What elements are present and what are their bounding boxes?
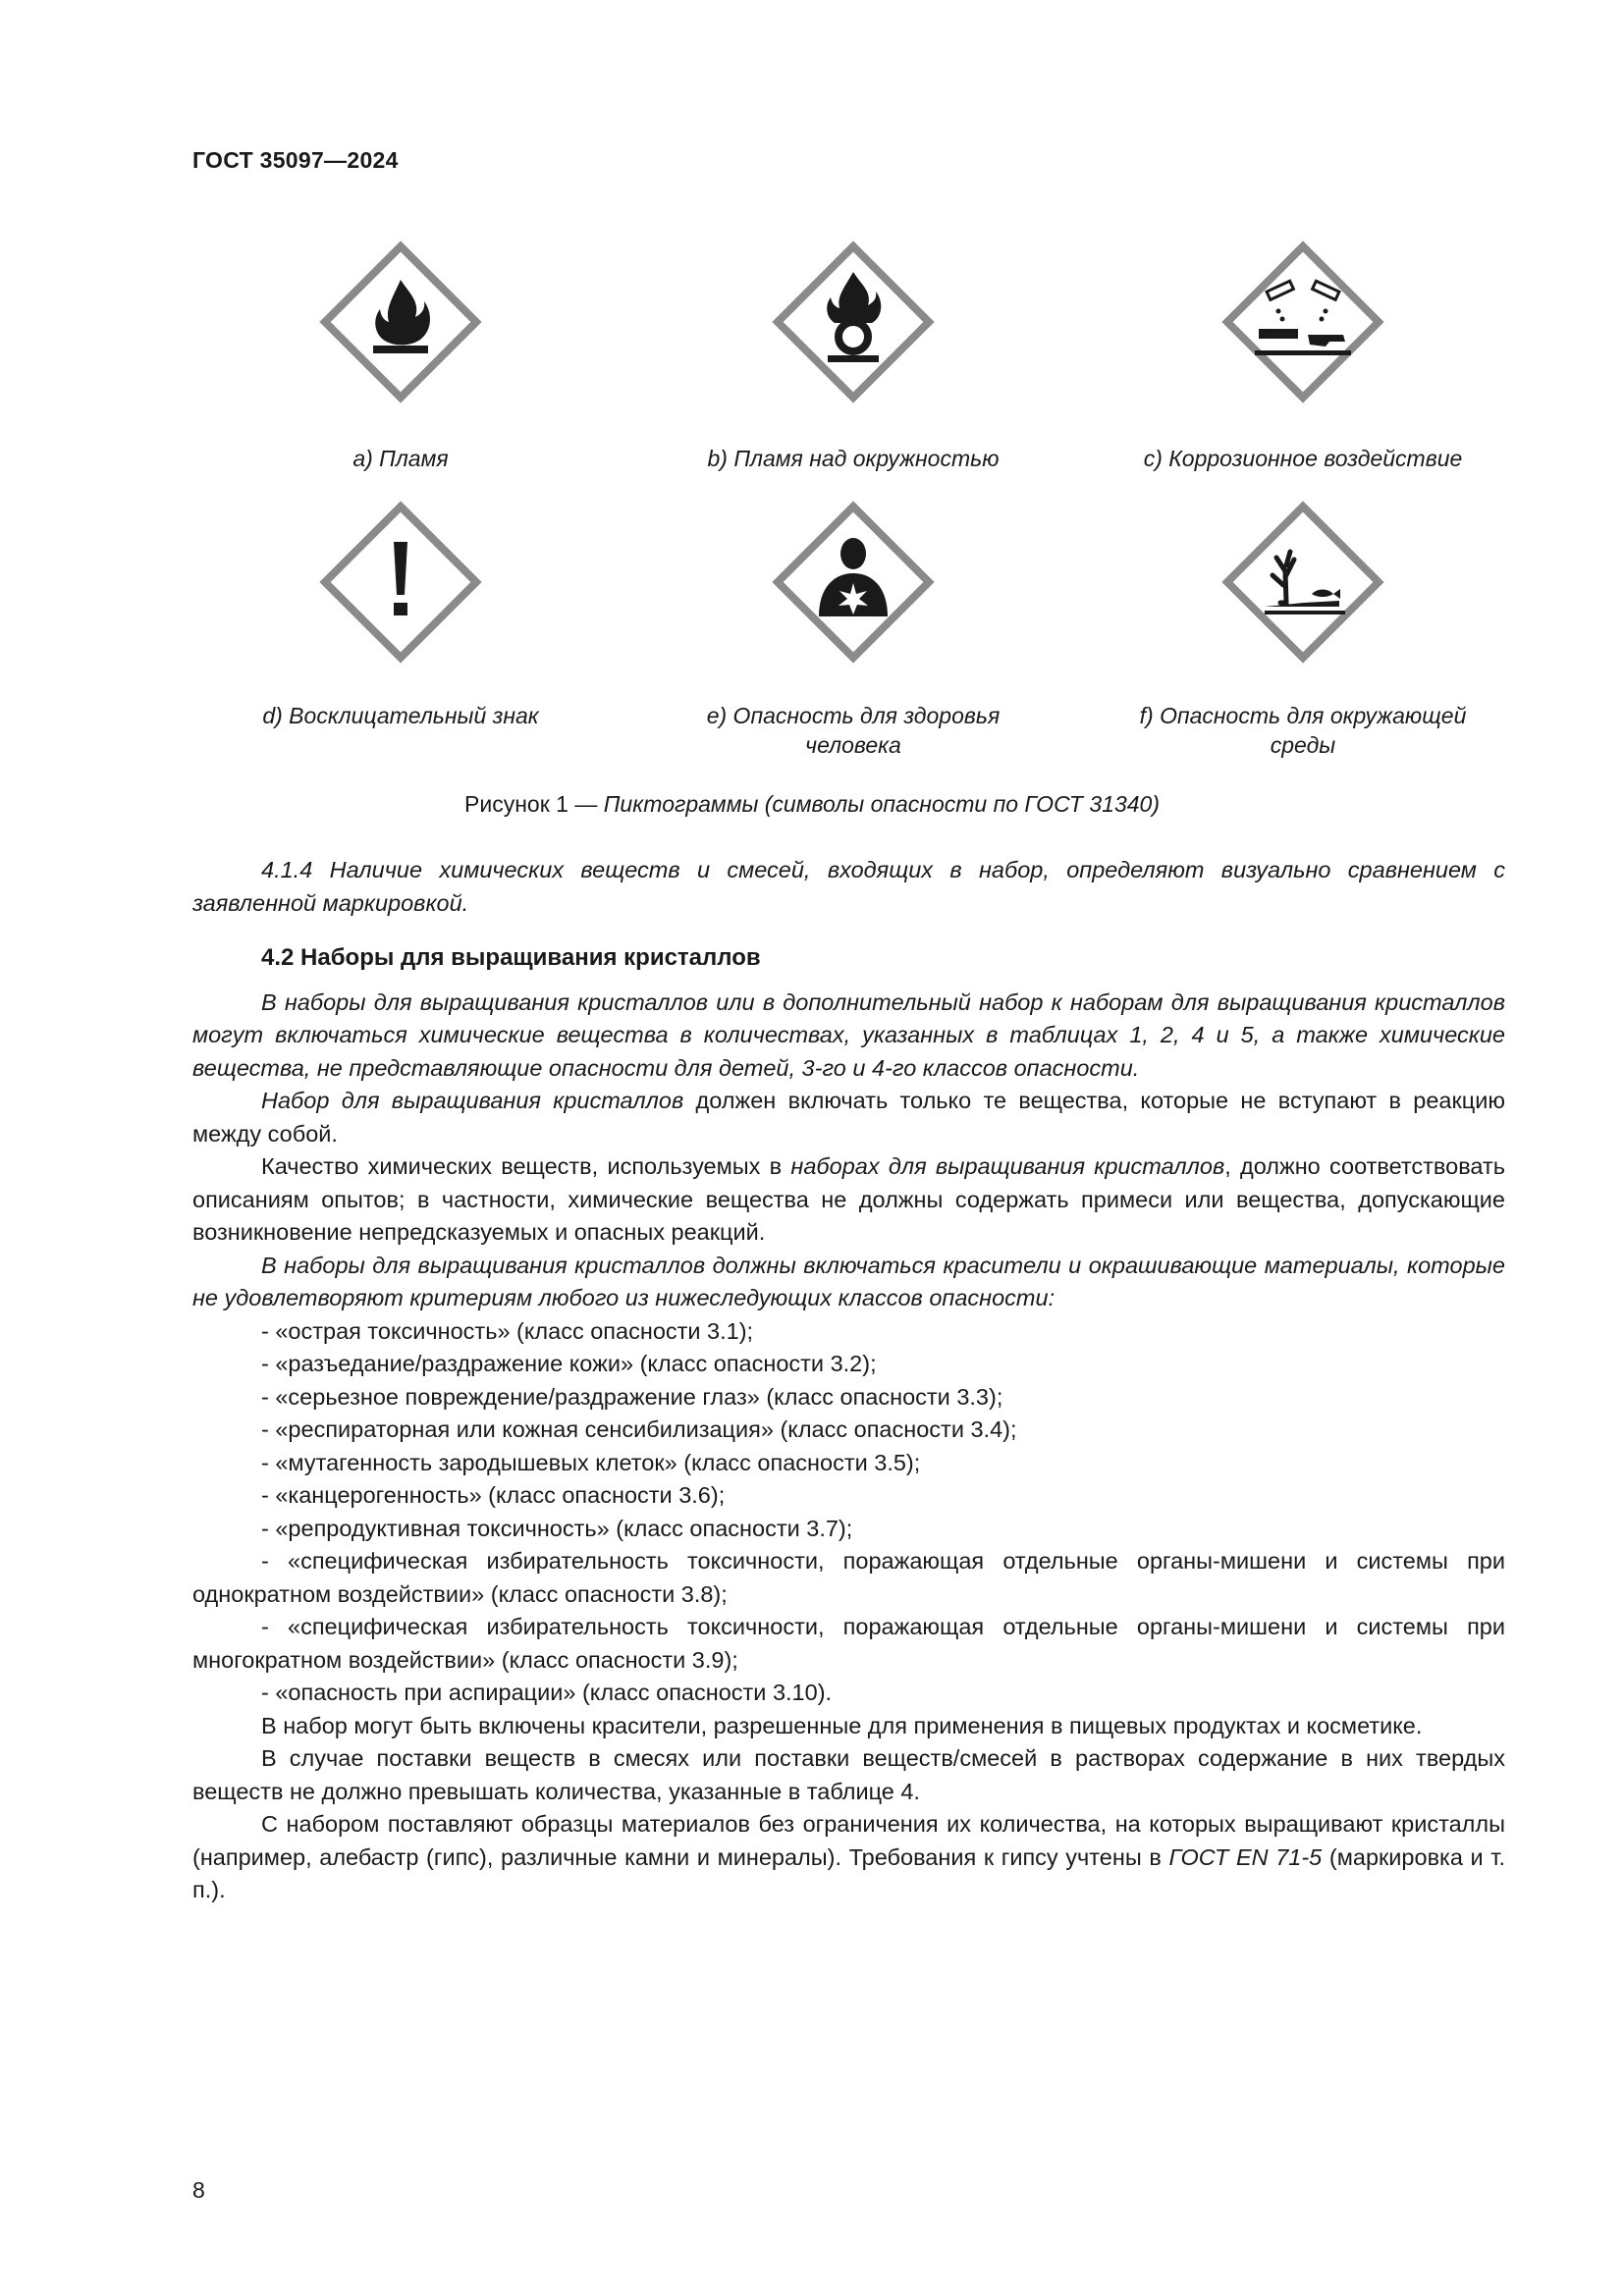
pictogram-caption: b) Пламя над окружностью xyxy=(707,446,1000,471)
pictogram-caption: f) Опасность для окружающей среды xyxy=(1139,703,1467,758)
paragraph: Набор для выращивания кристаллов должен включать только те вещества, которые не вступают в реакцию между собой. xyxy=(192,1088,1505,1147)
list-item: - «репродуктивная токсичность» (класс опасности 3.7); xyxy=(192,1513,1505,1546)
list-item: - «мутагенность зародышевых клеток» (класс опасности 3.5); xyxy=(192,1447,1505,1480)
hazard-class-list xyxy=(192,1315,1505,1710)
paragraph: С набором поставляют образцы материалов без ограничения их количества, на которых выращивают кристаллы (например, алебастр (гипс), различные камни и минералы). Требования к гипсу учтены в ГОСТ EN 71-5 (маркировка и т. п.). xyxy=(192,1811,1505,1902)
list-item: - «разъедание/раздражение кожи» (класс опасности 3.2); xyxy=(192,1348,1505,1381)
clause-4-1-4: 4.1.4 Наличие химических веществ и смесей, входящих в набор, определяют визуально сравнением с заявленной маркировкой. xyxy=(192,857,1505,916)
pictogram-caption: e) Опасность для здоровья человека xyxy=(706,703,1001,758)
exclamation-mark-icon xyxy=(319,501,482,664)
paragraph: Качество химических веществ, используемых в наборах для выращивания кристаллов, должно соответствовать описаниям опытов; в частности, химические вещества не должны содержать примеси или вещества, допускающие возникновение непредсказуемых и опасных реакций. xyxy=(192,1153,1505,1245)
list-item: - «опасность при аспирации» (класс опасности 3.10). xyxy=(192,1677,1505,1710)
paragraph: В набор могут быть включены красители, разрешенные для применения в пищевых продуктах и косметике. xyxy=(261,1712,1423,1738)
section-heading: 4.2 Наборы для выращивания кристаллов xyxy=(261,944,761,971)
paragraph: В случае поставки веществ в смесях или поставки веществ/смесей в растворах содержание в них твердых веществ не должно превышать количества, указанные в таблице 4. xyxy=(192,1745,1505,1804)
pictogram-caption: c) Коррозионное воздействие xyxy=(1143,446,1463,471)
figure-title: Рисунок 1 — Пиктограммы (символы опасности по ГОСТ 31340) xyxy=(464,791,1160,817)
pictogram-caption: a) Пламя xyxy=(352,446,449,471)
paragraph: В наборы для выращивания кристаллов должны включаться красители и окрашивающие материалы, которые не удовлетворяют критериям любого из нижеследующих классов опасности: xyxy=(192,1252,1505,1310)
list-item: - «специфическая избирательность токсичности, поражающая отдельные органы-мишени и системы при многократном воздействии» (класс опасности 3.9); xyxy=(192,1611,1505,1677)
list-item: - «канцерогенность» (класс опасности 3.6); xyxy=(192,1479,1505,1513)
health-hazard-icon xyxy=(772,501,935,664)
document-header: ГОСТ 35097—2024 xyxy=(192,147,399,173)
pictogram-caption: d) Восклицательный знак xyxy=(262,703,539,728)
flame-over-circle-icon xyxy=(772,240,935,403)
page-number: 8 xyxy=(192,2177,205,2203)
paragraph: В наборы для выращивания кристаллов или в дополнительный набор к наборам для выращивания кристаллов могут включаться химические вещества в количествах, указанных в таблицах 1, 2, 4 и 5, а также химические вещества, не представляющие опасности для детей, 3-го и 4-го классов опасности. xyxy=(192,988,1505,1081)
document-body xyxy=(192,854,1505,1907)
list-item: - «острая токсичность» (класс опасности 3.1); xyxy=(192,1315,1505,1349)
list-item: - «респираторная или кожная сенсибилизация» (класс опасности 3.4); xyxy=(192,1414,1505,1447)
list-item: - «серьезное повреждение/раздражение глаз» (класс опасности 3.3); xyxy=(192,1381,1505,1415)
environment-icon xyxy=(1221,501,1384,664)
list-item: - «специфическая избирательность токсичности, поражающая отдельные органы-мишени и системы при однократном воздействии» (класс опасности 3.8); xyxy=(192,1545,1505,1611)
flame-icon xyxy=(319,240,482,403)
corrosion-icon xyxy=(1221,240,1384,403)
